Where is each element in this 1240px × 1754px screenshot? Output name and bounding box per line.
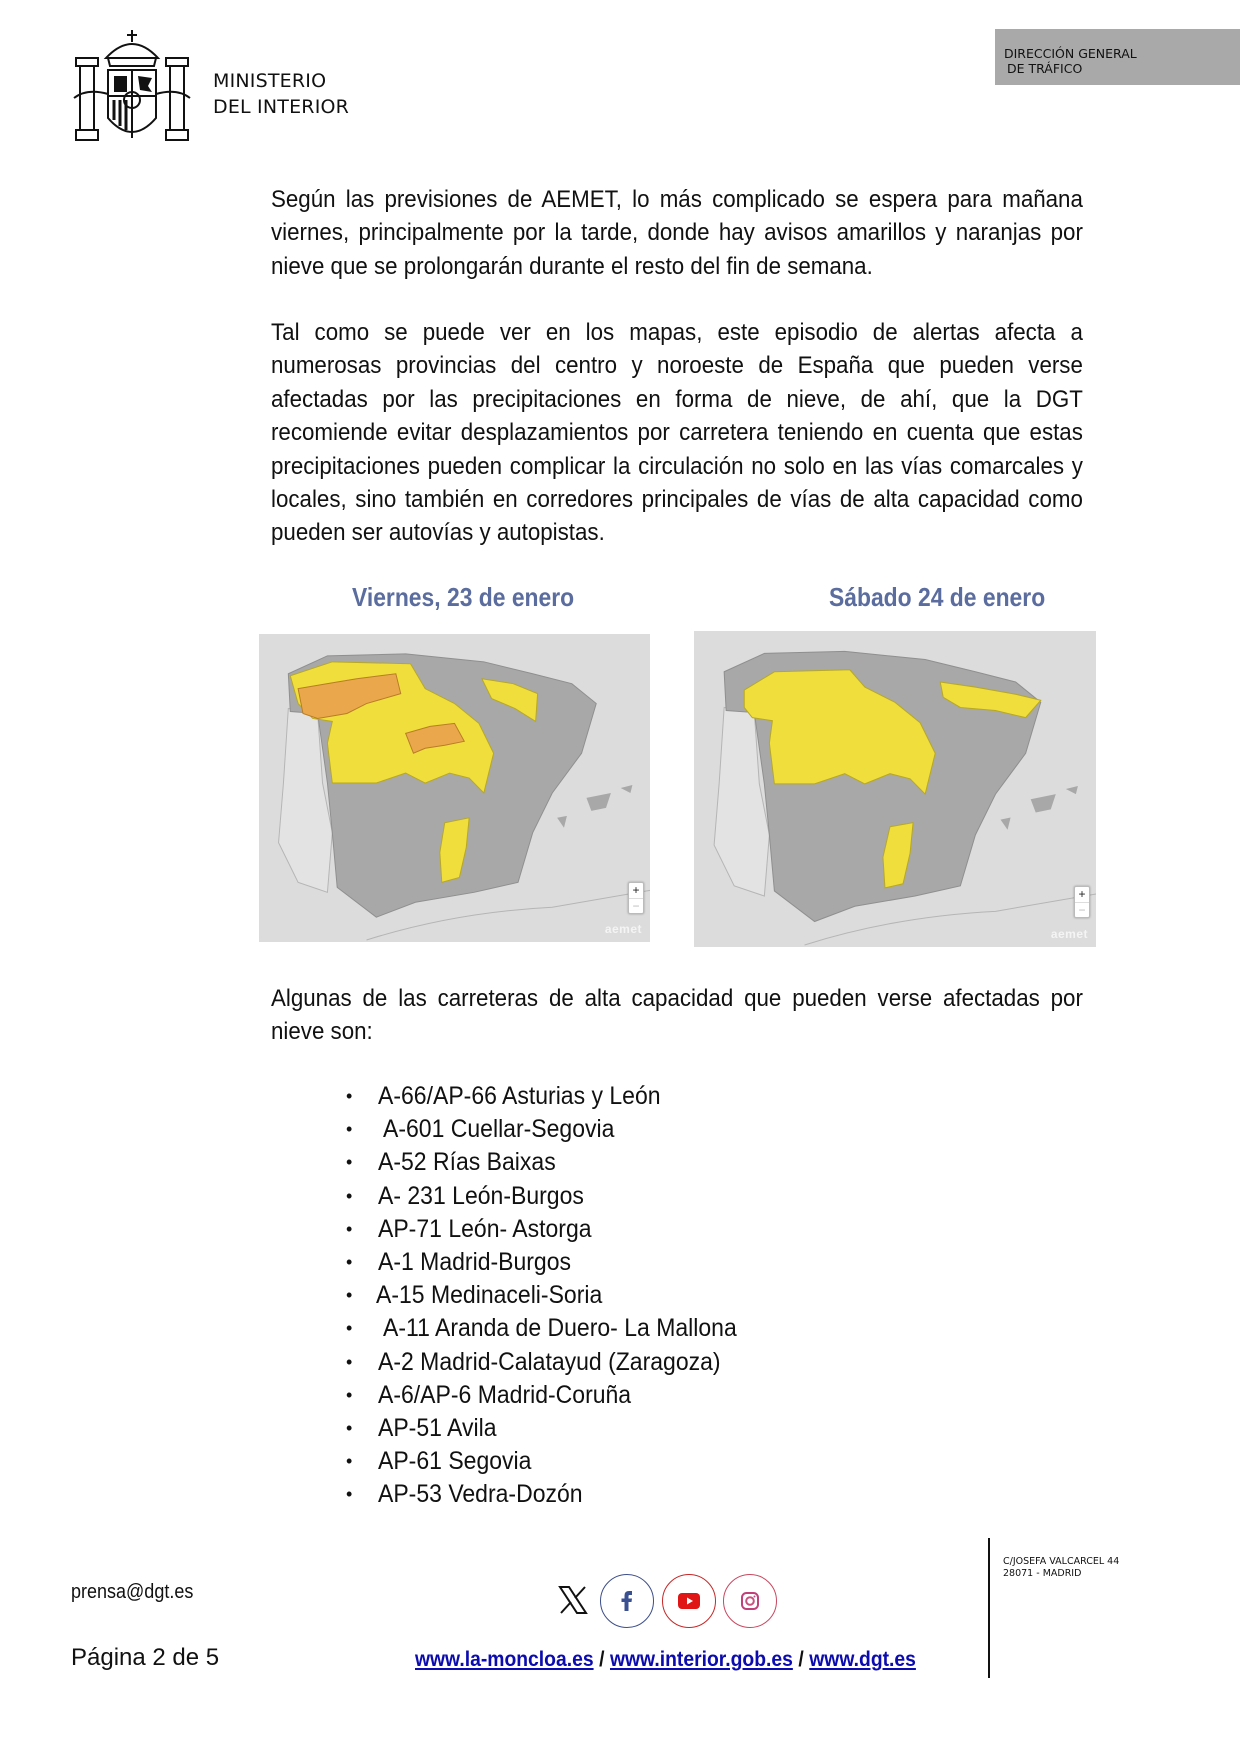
agency-line-2: DE TRÁFICO — [1007, 61, 1083, 76]
ministry-line-2: DEL INTERIOR — [213, 96, 350, 118]
bullet-icon: • — [346, 1251, 353, 1272]
coat-of-arms-logo — [72, 28, 192, 150]
bullet-icon: • — [346, 1318, 353, 1339]
link-separator: / — [798, 1648, 804, 1671]
instagram-link[interactable] — [723, 1574, 777, 1628]
zoom-in-button[interactable]: + — [1078, 887, 1086, 901]
x-link[interactable] — [547, 1574, 599, 1626]
agency-line-1: DIRECCIÓN GENERAL — [1004, 46, 1137, 61]
bullet-icon: • — [346, 1152, 353, 1173]
x-icon — [558, 1586, 588, 1614]
alert-map-friday — [259, 634, 650, 942]
zoom-in-button[interactable]: + — [632, 883, 640, 897]
bullet-icon: • — [346, 1417, 353, 1438]
address-line-1: C/JOSEFA VALCARCEL 44 — [1003, 1556, 1120, 1567]
facebook-icon — [621, 1591, 633, 1611]
bullet-icon: • — [346, 1351, 353, 1372]
address-line-2: 28071 - MADRID — [1003, 1568, 1082, 1579]
bullet-icon: • — [346, 1086, 353, 1106]
ministry-name — [213, 68, 349, 120]
bullet-icon: • — [346, 1285, 353, 1306]
address-divider — [988, 1538, 990, 1678]
map-zoom-control[interactable] — [628, 882, 644, 914]
bullet-icon: • — [346, 1185, 353, 1206]
agency-label-box — [995, 29, 1240, 85]
link-la-moncloa[interactable]: www.la-moncloa.es — [415, 1648, 594, 1671]
spain-map-saturday — [694, 631, 1096, 947]
instagram-icon — [741, 1592, 759, 1610]
page-number: Página 2 de 5 — [71, 1644, 220, 1671]
bullet-icon: • — [346, 1218, 353, 1239]
map-title-saturday: Sábado 24 de enero — [829, 582, 1046, 612]
map-zoom-control[interactable] — [1074, 886, 1090, 918]
link-dgt[interactable]: www.dgt.es — [809, 1648, 916, 1671]
bullet-icon: • — [346, 1119, 353, 1140]
zoom-out-button[interactable]: − — [1075, 902, 1089, 918]
paragraph-affected-provinces: Tal como se puede ver en los mapas, este episodio de alertas afecta a numerosas provincias del centro y noroeste de España que pueden verse afectadas por las precipitaciones en forma de nieve, de ahí, que la DGT recomiende evitar desplazamientos por carretera teniendo en cuenta que estas precipitaciones pueden complicar la circulación no solo en las vías comarcales y locales, sino también en corredores principales de vías de alta capacidad como pueden ser autovías y autopistas. — [271, 319, 1083, 547]
spain-map-friday — [259, 634, 650, 942]
facebook-link[interactable] — [600, 1574, 654, 1628]
footer-links — [415, 1648, 916, 1672]
zoom-out-button[interactable]: − — [629, 898, 643, 914]
aemet-watermark: aemet — [604, 922, 642, 936]
link-interior[interactable]: www.interior.gob.es — [609, 1648, 793, 1671]
aemet-watermark: aemet — [1050, 927, 1088, 941]
link-separator: / — [599, 1648, 605, 1671]
bullet-icon: • — [346, 1484, 353, 1505]
balearic-islands — [557, 785, 632, 828]
bullet-icon: • — [346, 1451, 353, 1472]
paragraph-forecast: Según las previsiones de AEMET, lo más complicado se espera para mañana viernes, principalmente por la tarde, donde hay avisos amarillos y naranjas por nieve que se prolongarán durante el resto del fin de semana. — [271, 186, 1083, 280]
alert-map-saturday — [694, 631, 1096, 947]
youtube-link[interactable] — [662, 1574, 716, 1628]
postal-address — [1003, 1556, 1119, 1580]
balearic-islands — [1001, 786, 1078, 830]
map-title-friday: Viernes, 23 de enero — [352, 582, 575, 612]
ministry-line-1: MINISTERIO — [213, 70, 327, 92]
paragraph-roads-intro: Algunas de las carreteras de alta capacidad que pueden verse afectadas por nieve son: — [271, 985, 1083, 1046]
youtube-icon — [678, 1593, 700, 1609]
press-email[interactable]: prensa@dgt.es — [71, 1581, 194, 1603]
bullet-icon: • — [346, 1384, 353, 1405]
